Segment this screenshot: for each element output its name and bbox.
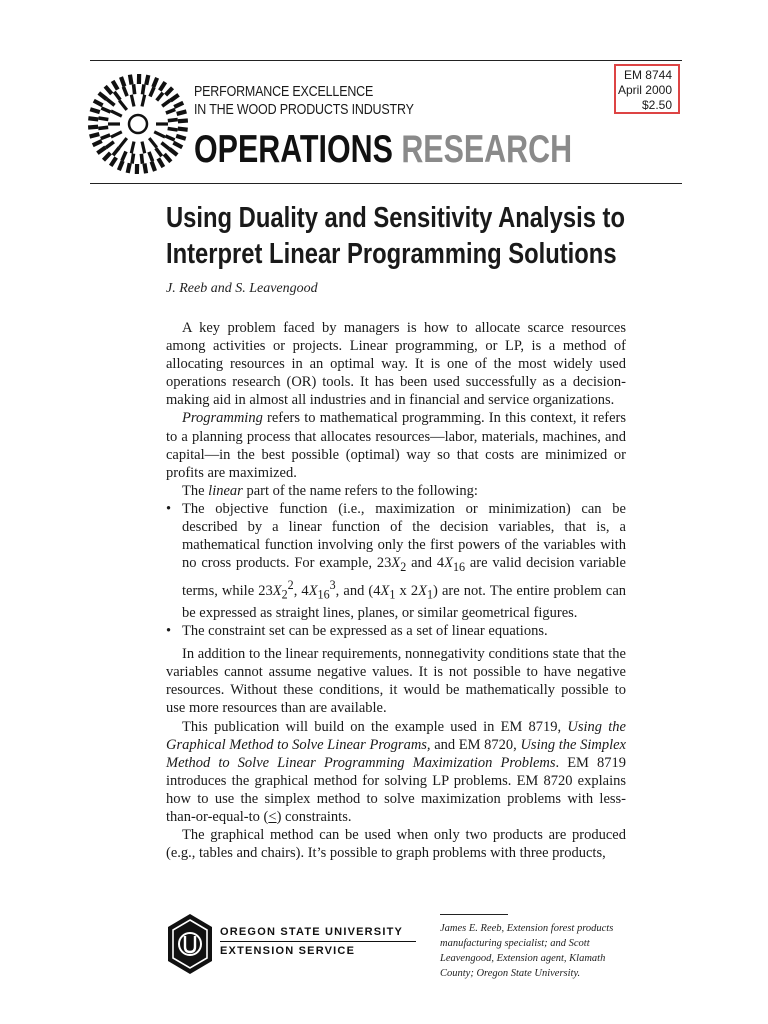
burst-ray: [98, 127, 108, 128]
burst-ray: [168, 128, 178, 129]
bullet-mark: •: [166, 500, 172, 517]
burst-ray: [166, 109, 175, 113]
publication-number: EM 8744: [623, 68, 672, 82]
burst-ray: [119, 101, 126, 110]
header-top-rule: [90, 60, 682, 61]
publication-date: April 2000: [617, 83, 672, 97]
burst-ray: [153, 78, 157, 87]
burst-ray: [90, 109, 100, 112]
burst-ray: [174, 103, 183, 107]
publication-info-box: [614, 64, 680, 114]
burst-ray: [162, 100, 170, 106]
osu-divider: [220, 941, 416, 942]
burst-ray: [142, 84, 143, 94]
burst-ray: [113, 81, 118, 90]
burst-ray: [90, 134, 100, 137]
author-footnote: James E. Reeb, Extension forest products manufacturing specialist; and Scott Leavengood, Extension agent, Klamath County; Oregon State University.: [440, 923, 614, 979]
burst-ray: [144, 163, 146, 173]
burst-ray: [168, 120, 178, 121]
banner-operations: OPERATIONS: [194, 128, 393, 171]
bullet-mark: •: [166, 623, 172, 640]
burst-ray: [134, 84, 135, 94]
burst-ray: [122, 151, 126, 160]
burst-ray: [101, 135, 110, 139]
burst-ray: [166, 88, 173, 95]
burst-ray: [164, 154, 171, 162]
burst-ray: [146, 75, 148, 85]
burst-ray: [106, 142, 114, 148]
burst-ray: [111, 132, 122, 137]
burst-ray: [173, 143, 182, 148]
series-title-line1: PERFORMANCE EXCELLENCE: [194, 84, 374, 100]
burst-ray: [158, 158, 163, 167]
burst-ray: [131, 142, 134, 154]
burst-ray: [103, 153, 110, 160]
footnote-rule: [440, 914, 508, 915]
paragraph-linear: The linear part of the name refers to the following:: [182, 482, 478, 499]
burst-ray: [154, 132, 165, 137]
paragraph-programming: Programming refers to mathematical programming. In this context, it refers to a planning process that allocates resources—labor, materials, machines, and capital—in the best possible (optimal) way so that costs are minimized or profits are maximized.: [166, 410, 626, 481]
burst-center: [129, 115, 147, 133]
article-title: [166, 200, 625, 272]
burst-ray: [161, 143, 169, 149]
burst-ray: [176, 136, 186, 139]
bullet-constraint-set: • The constraint set can be expressed as a set of linear equations.: [166, 623, 548, 640]
burst-ray: [101, 108, 110, 112]
burst-ray: [113, 147, 119, 155]
term-linear: linear: [208, 482, 243, 499]
header-bottom-rule: [90, 183, 682, 184]
banner-research: RESEARCH: [401, 128, 573, 171]
reference-em8719-title: Using the Graphical Method to Solve Linear Programs,: [166, 718, 626, 753]
burst-ray: [178, 129, 188, 130]
burst-ray: [131, 95, 134, 107]
burst-ray: [178, 121, 188, 122]
burst-ray: [121, 77, 124, 86]
reference-em8720-title: Using the Simplex Method to Solve Linear Programming Maximization Problems: [166, 736, 626, 771]
burst-ray: [149, 152, 153, 161]
paragraph-references: This publication will build on the example used in EM 8719, Using the Graphical Method to Solve Linear Programs, and EM 8720, Using the Simplex Method to Solve Linear Programming Maximization Problems. EM 8719 introduces the graphical method for solving LP problems. EM 8720 explains how to use the simplex method to solve maximization problems with less-than-or-equal-to (<) constraints.: [166, 718, 626, 826]
burst-ray: [156, 148, 162, 156]
bullet-objective-function: • The objective function (i.e., maximization or minimization) can be described by a linear function of the decision variables, that is, a mathematical function involving only the first powers of the variables with no cross products. For example, $23X_2$ and $4X_{16}$ are valid decision variable terms, while $23X_2^2$, $4X_{16}^3$, and ($4X_1$ x $2X_1$) are not. The entire problem can be expressed as straight lines, planes, or similar geometrical figures.: [166, 500, 627, 622]
burst-ray: [128, 163, 130, 173]
article-body: [166, 319, 626, 862]
less-than-or-equal-symbol: <: [268, 809, 277, 826]
burst-ray: [141, 154, 142, 164]
burst-ray: [150, 87, 154, 96]
paragraph-nonnegativity: In addition to the linear requirements, nonnegativity conditions state that the variables cannot assume negative values. It is not possible to have negative resources. Without these conditions, it would be mathematically possible to use more resources than are available.: [166, 646, 626, 717]
burst-ray: [114, 92, 120, 100]
term-programming: Programming: [182, 410, 263, 427]
burst-ray: [107, 99, 115, 105]
burst-ray: [149, 138, 156, 147]
burst-ray: [142, 142, 145, 154]
burst-ray: [130, 75, 132, 85]
burst-ray: [88, 127, 98, 128]
burst-ray: [94, 101, 103, 106]
burst-ray: [142, 95, 145, 107]
radial-burst-logo-icon: [86, 72, 190, 176]
article-title-line2: Interpret Linear Programming Solutions: [166, 238, 617, 270]
paragraph-intro: A key problem faced by managers is how to allocate scarce resources among activities or projects. Linear programming, or LP, is a method of allocating resources in an optimal way. It is one of the most widely used operations research (OR) tools. It has been used successfully as a decision-making aid in almost all industries and in financial and service organizations.: [166, 320, 626, 409]
burst-ray: [111, 111, 122, 116]
burst-ray: [165, 136, 174, 140]
burst-ray: [97, 147, 105, 153]
burst-ray: [98, 118, 108, 119]
section-banner: [194, 128, 572, 172]
burst-ray: [99, 93, 107, 99]
publication-price: $2.50: [641, 98, 672, 112]
burst-ray: [170, 95, 178, 101]
burst-ray: [152, 162, 155, 171]
extension-service-label: EXTENSION SERVICE: [220, 945, 356, 957]
article-title-line1: Using Duality and Sensitivity Analysis to: [166, 202, 625, 234]
burst-ray: [119, 138, 126, 147]
burst-ray: [88, 118, 98, 119]
burst-ray: [119, 161, 123, 170]
osu-name: OREGON STATE UNIVERSITY: [220, 926, 404, 938]
series-title-line2: IN THE WOOD PRODUCTS INDUSTRY: [194, 102, 414, 118]
burst-ray: [177, 111, 187, 114]
burst-ray: [157, 93, 163, 101]
osu-hexagon-logo-icon: [166, 912, 214, 976]
burst-ray: [169, 149, 177, 155]
paragraph-graphical-method: The graphical method can be used when only two products are produced (e.g., tables and chairs). It’s possible to graph problems with three products,: [166, 827, 626, 862]
burst-ray: [160, 82, 165, 90]
burst-ray: [93, 141, 102, 145]
burst-ray: [132, 154, 133, 164]
article-authors: J. Reeb and S. Leavengood: [166, 281, 318, 296]
burst-ray: [111, 158, 116, 166]
burst-ray: [123, 87, 127, 96]
burst-ray: [105, 86, 112, 94]
